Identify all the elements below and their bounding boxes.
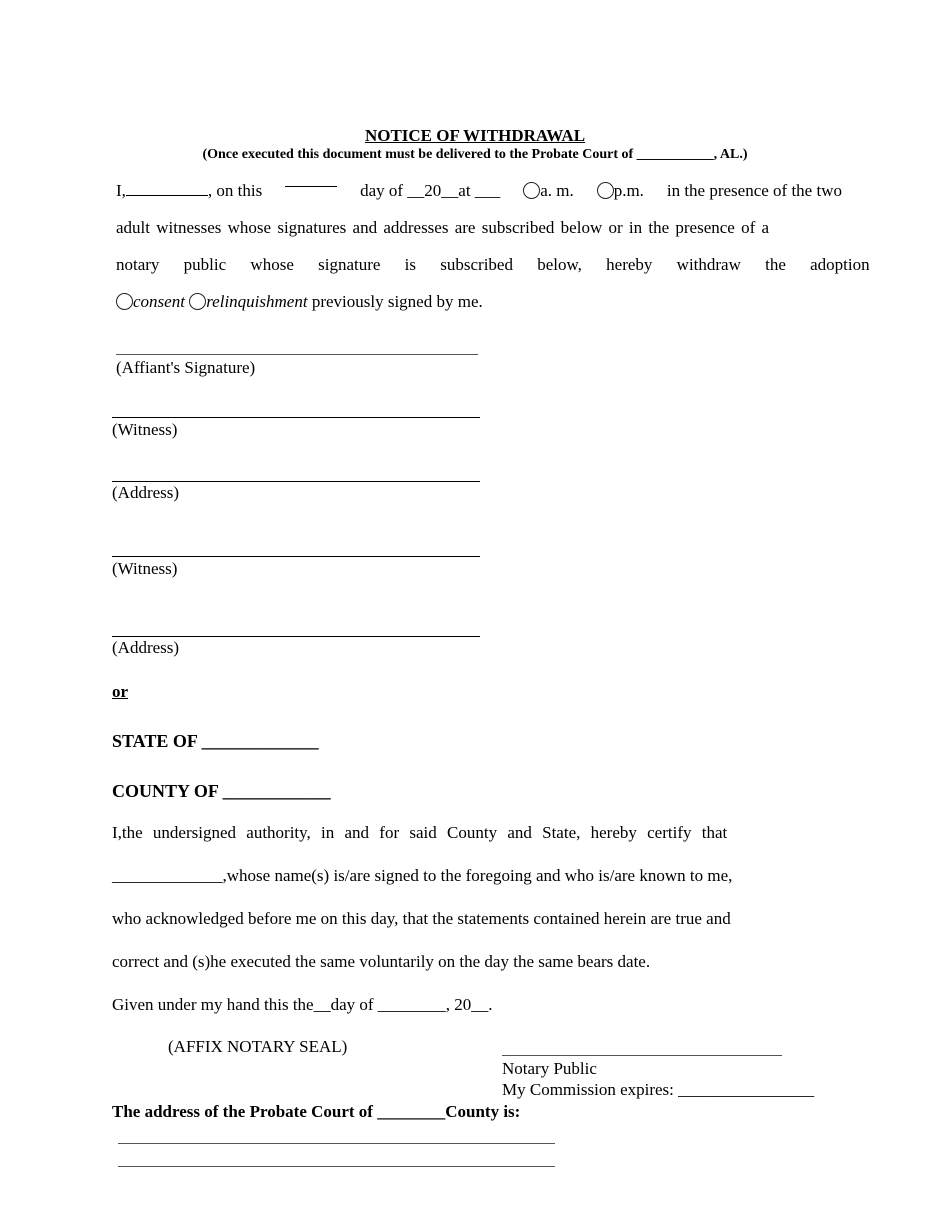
notary-public-label: Notary Public <box>502 1059 597 1078</box>
name-blank[interactable] <box>126 181 208 196</box>
withdrawal-line-1 <box>116 172 842 209</box>
document-subtitle: (Once executed this document must be delivered to the Probate Court of ___________, AL.) <box>202 147 748 162</box>
pm-label: p.m. <box>613 181 644 200</box>
on-this-text: , on this <box>207 181 263 200</box>
withdrawal-line-4 <box>116 283 842 320</box>
document-title: NOTICE OF WITHDRAWAL <box>364 126 586 145</box>
probate-address-line-1[interactable] <box>118 1143 555 1144</box>
cert-line-3-text: who acknowledged before me on this day, that the statements contained herein are true and <box>112 909 731 928</box>
cert-line-2-text: ,whose name(s) is/are signed to the foregoing and who is/are known to me, <box>222 866 733 885</box>
cert-line-1 <box>112 823 834 866</box>
cert-line-1-text: I,the undersigned authority, in and for said County and State, hereby certify that <box>112 823 728 842</box>
line-3-text: notary public whose signature is subscribed below, hereby withdraw the adoption <box>116 255 870 274</box>
county-of-label: COUNTY OF ____________ <box>112 781 331 801</box>
or-label: or <box>112 682 129 701</box>
address-2-line[interactable] <box>112 636 480 637</box>
cert-line-4-text: correct and (s)he executed the same voluntarily on the day the same bears date. <box>112 952 651 971</box>
cert-line-4 <box>112 952 834 995</box>
consent-label: consent <box>133 292 185 311</box>
witness-2-label: (Witness) <box>112 559 178 578</box>
notary-signature-line[interactable] <box>502 1055 782 1056</box>
commission-expires-label: My Commission expires: ________________ <box>502 1080 815 1099</box>
line-2-text: adult witnesses whose signatures and addresses are subscribed below or in the presence of a <box>116 218 770 237</box>
address-1-label: (Address) <box>112 483 180 502</box>
probate-address-label: The address of the Probate Court of ________County is: <box>112 1102 521 1121</box>
signer-name-blank[interactable]: _____________ <box>112 866 223 885</box>
witness-1-line[interactable] <box>112 417 480 418</box>
affix-seal-label: (AFFIX NOTARY SEAL) <box>168 1037 348 1056</box>
withdrawal-line-3 <box>116 246 870 283</box>
cert-line-3 <box>112 909 834 952</box>
witness-1-label: (Witness) <box>112 420 178 439</box>
previously-signed-text: previously signed by me. <box>311 292 483 311</box>
am-radio[interactable] <box>523 182 540 199</box>
relinquishment-radio[interactable] <box>189 293 206 310</box>
cert-line-2 <box>112 866 834 909</box>
state-of-label: STATE OF _____________ <box>112 731 319 751</box>
pm-radio[interactable] <box>597 182 614 199</box>
affiant-signature-line[interactable] <box>116 354 478 355</box>
withdrawal-line-2 <box>116 209 842 246</box>
day-blank[interactable] <box>285 172 337 187</box>
consent-radio[interactable] <box>116 293 133 310</box>
am-label: a. m. <box>540 181 574 200</box>
given-under-hand-text: Given under my hand this the__day of ________, 20__. <box>112 995 493 1014</box>
presence-text: in the presence of the two <box>666 181 842 200</box>
i-text: I, <box>116 181 126 200</box>
day-of-text: day of __20__at ___ <box>360 181 501 200</box>
address-2-label: (Address) <box>112 638 180 657</box>
relinquishment-label: relinquishment <box>206 292 308 311</box>
probate-address-line-2[interactable] <box>118 1166 555 1167</box>
withdrawal-paragraph <box>116 172 870 320</box>
witness-2-line[interactable] <box>112 556 480 557</box>
affiant-signature-label: (Affiant's Signature) <box>116 358 256 377</box>
certification-paragraph <box>112 823 834 995</box>
address-1-line[interactable] <box>112 481 480 482</box>
